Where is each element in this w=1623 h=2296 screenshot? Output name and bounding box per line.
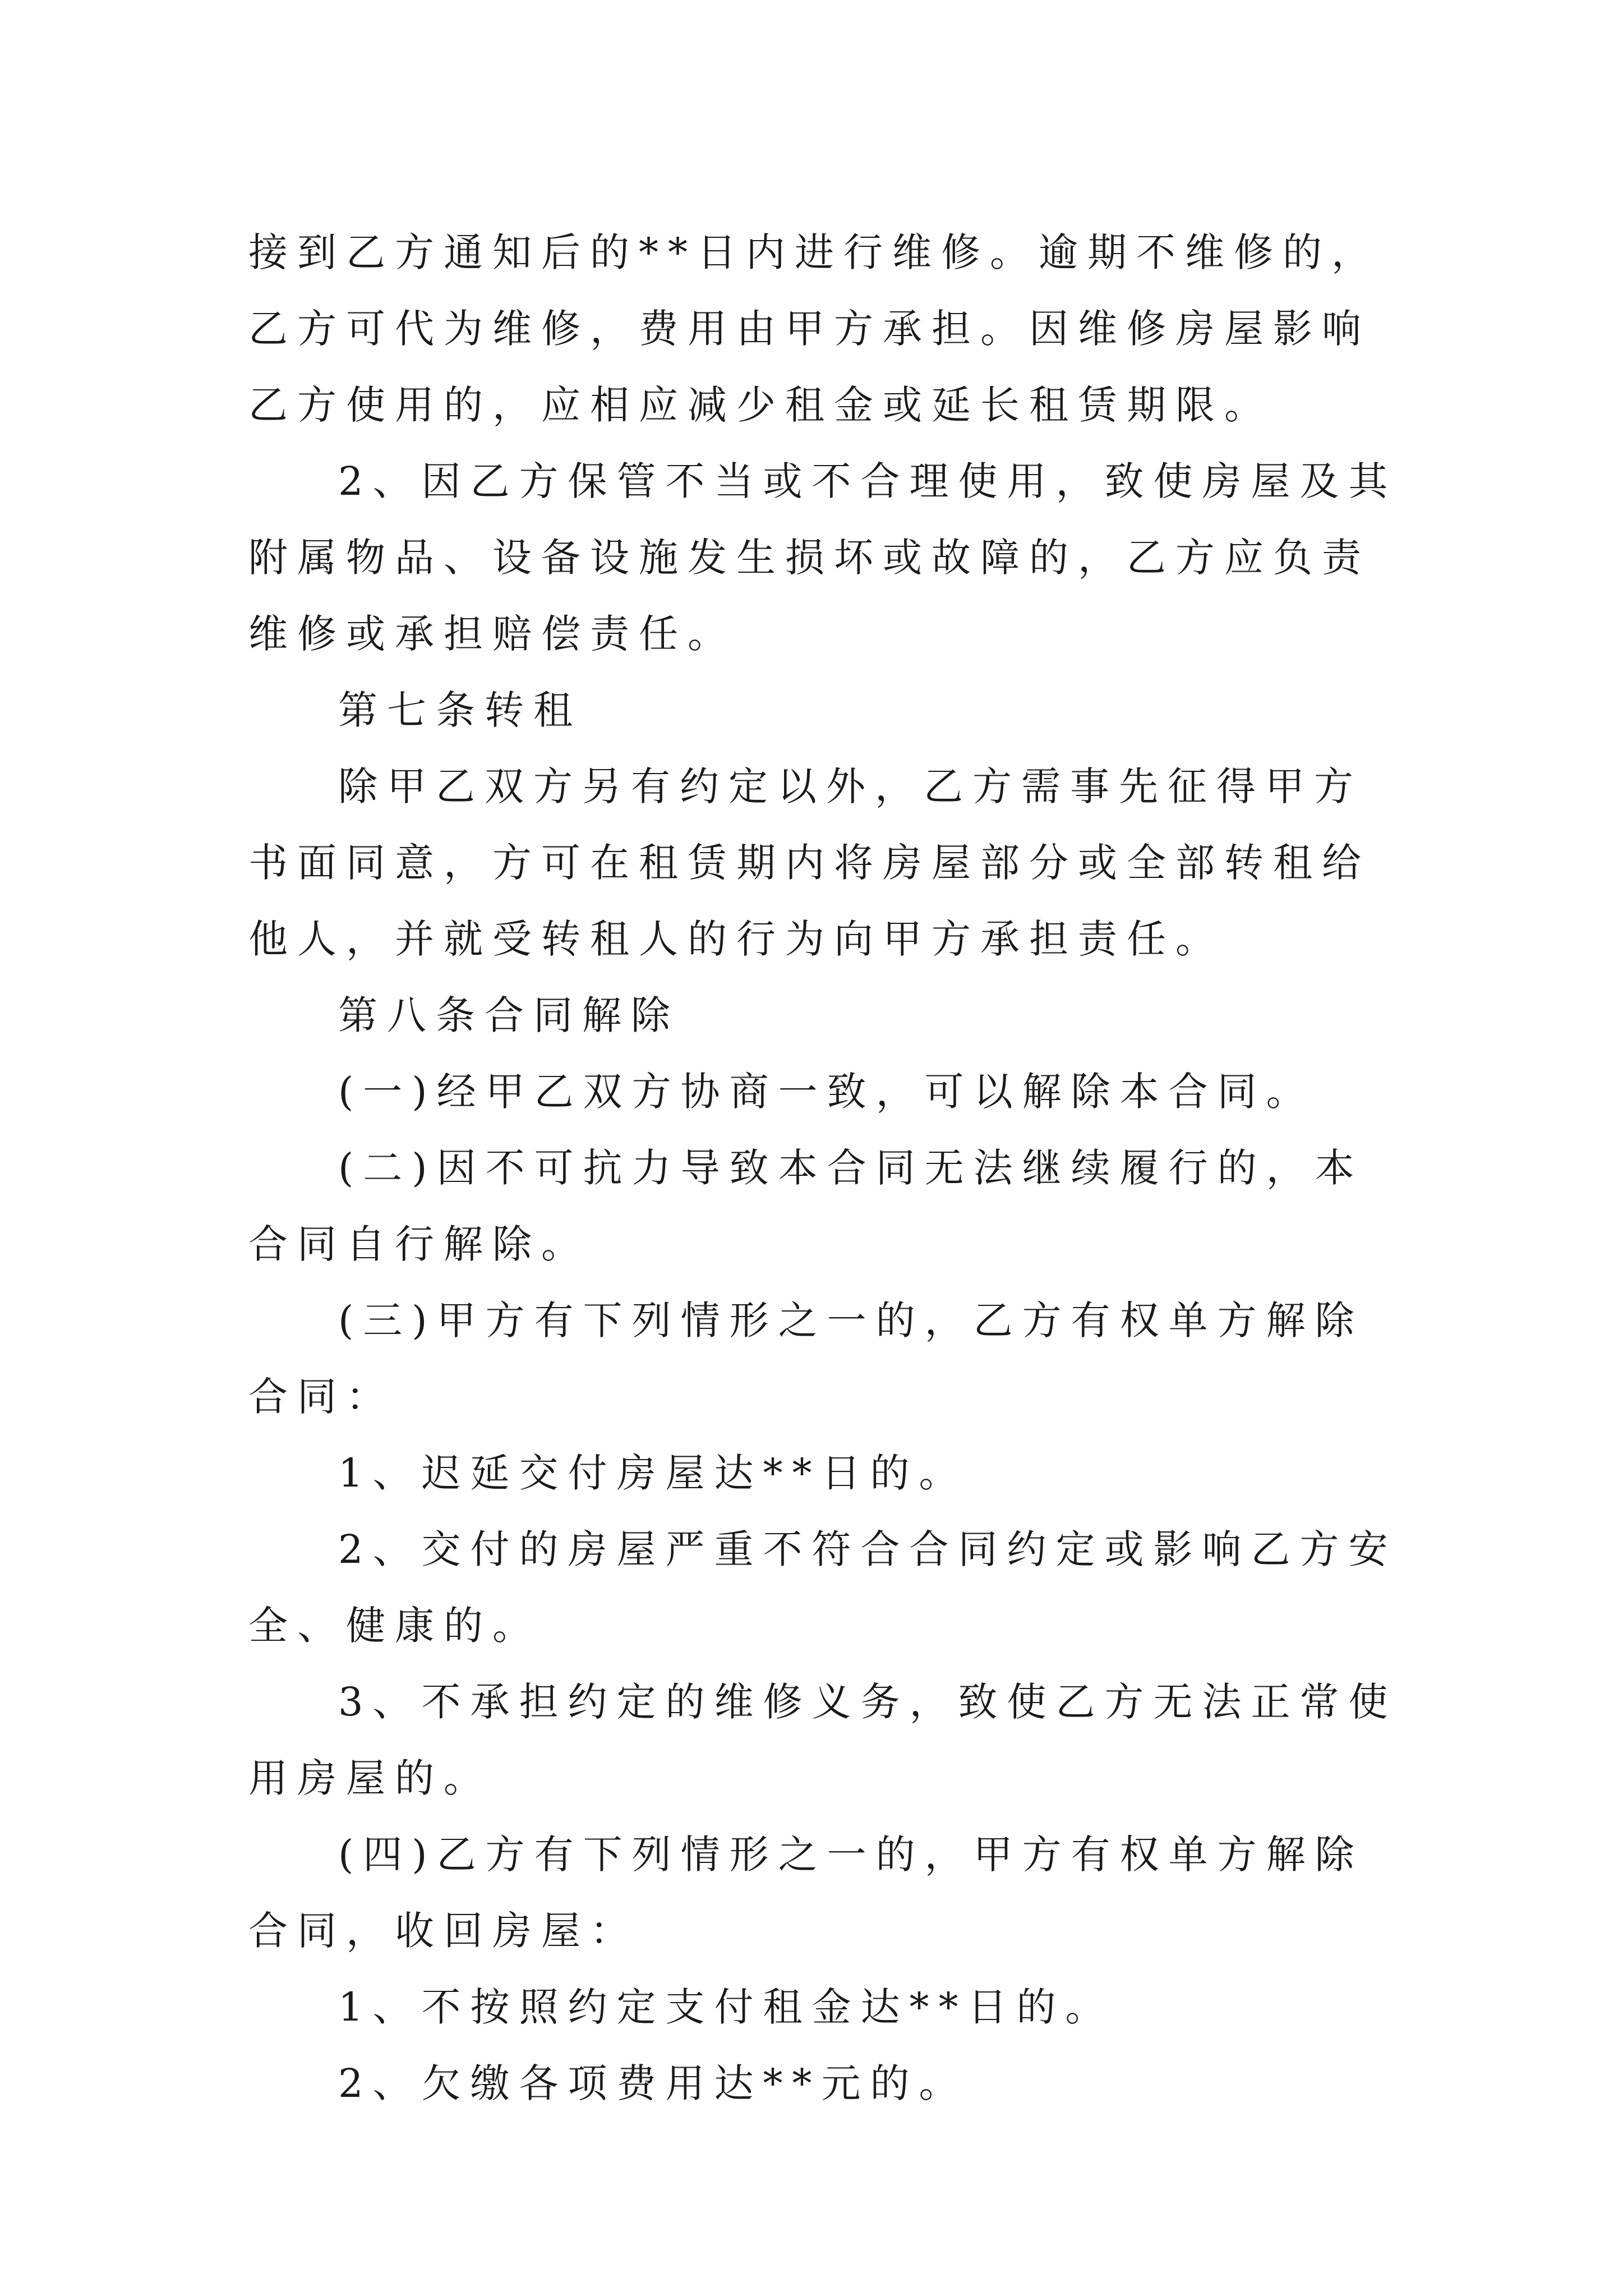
list-item-nonconforming-house: 2、交付的房屋严重不符合合同约定或影响乙方安全、健康的。 bbox=[248, 1526, 1398, 1649]
paragraph-termination-force-majeure: (二)因不可抗力导致本合同无法继续履行的，本合同自行解除。 bbox=[248, 1145, 1364, 1267]
document-body bbox=[248, 214, 1404, 2122]
paragraph-tenant-damage: 2、因乙方保管不当或不合理使用，致使房屋及其附属物品、设备设施发生损坏或故障的，乙方应负责维修或承担赔偿责任。 bbox=[248, 458, 1398, 657]
paragraph-landlord-breach-intro: (三)甲方有下列情形之一的，乙方有权单方解除合同： bbox=[248, 1297, 1364, 1420]
list-item-unpaid-fees: 2、欠缴各项费用达**元的。 bbox=[338, 2060, 968, 2106]
paragraph-sublease-terms: 除甲乙双方另有约定以外，乙方需事先征得甲方书面同意，方可在租赁期内将房屋部分或全部转租给他人，并就受转租人的行为向甲方承担责任。 bbox=[248, 763, 1371, 962]
heading-article-8-termination: 第八条合同解除 bbox=[338, 992, 680, 1038]
paragraph-repair-continued: 接到乙方通知后的**日内进行维修。逾期不维修的，乙方可代为维修，费用由甲方承担。因维修房屋影响乙方使用的，应相应减少租金或延长租赁期限。 bbox=[248, 229, 1380, 428]
paragraph-tenant-breach-intro: (四)乙方有下列情形之一的，甲方有权单方解除合同，收回房屋： bbox=[248, 1832, 1364, 1954]
paragraph-termination-mutual: (一)经甲乙双方协商一致，可以解除本合同。 bbox=[338, 1069, 1315, 1115]
list-item-late-delivery: 1、迟延交付房屋达**日的。 bbox=[338, 1450, 968, 1496]
list-item-no-repair: 3、不承担约定的维修义务，致使乙方无法正常使用房屋的。 bbox=[248, 1679, 1398, 1801]
heading-article-7-sublease: 第七条转租 bbox=[338, 687, 582, 733]
list-item-unpaid-rent: 1、不按照约定支付租金达**日的。 bbox=[338, 1984, 1114, 2030]
